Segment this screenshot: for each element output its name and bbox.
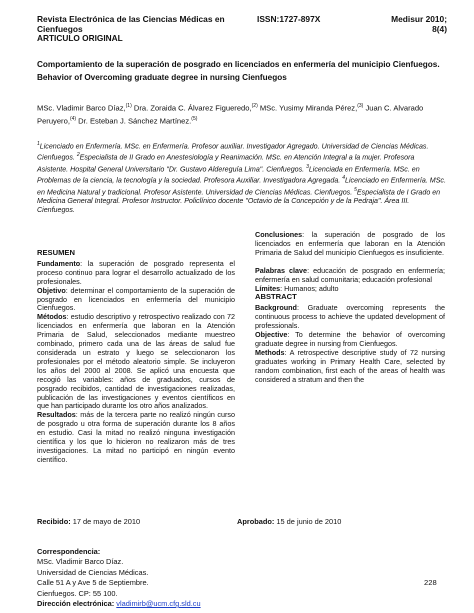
title-spanish: Comportamiento de la superación de posgrado en licenciados en enfermería del municipio Cienfuegos. xyxy=(37,60,440,69)
limites-label: Límites xyxy=(255,283,281,293)
correspondence-heading xyxy=(37,547,297,557)
author-ref: (4) xyxy=(69,116,77,123)
limites-text: : Humanos; adulto xyxy=(280,283,339,293)
metodos-label: Métodos xyxy=(37,312,67,322)
objective-label: Objective xyxy=(255,330,288,340)
resultados-text: : más de la tercera parte no realizó ningún curso de posgrado u otra forma de superación durante los 8 años en estudio. Casi la mitad no realizó ninguna investigación científica y los que lo hicieron no realizaron más de tres investigaciones. La mitad no participó en ningún evento científico. xyxy=(37,410,235,464)
metodos-text: : estudio descriptivo y retrospectivo realizado con 72 licenciados en enfermería que laboran en la Atención Primaria de Salud, seleccionados mediante muestreo combinado, primero cada una de las áreas de salud fue considerada un estrato y luego se seleccionaron los profesionales por el método aleatorio simple. Se incluyeron los años del 2000 al 2008. Se aplicó una encuesta que recogió las variables: años de graduados, cursos de posgrado recibidos, cantidad de investigaciones realizadas, publicación de las investigaciones y eventos científicos en que han participado durante los otro años analizados. xyxy=(37,312,235,411)
journal-name: Revista Electrónica de las Ciencias Médicas en Cienfuegos xyxy=(37,14,225,34)
author-ref: (1) xyxy=(125,103,132,109)
approved-date xyxy=(237,517,341,526)
conclusiones-text: : la superación de posgrado de los licenciados en enfermería que laboran en la Atención Primaria de Salud del municipio Cienfuegos es insuficiente. xyxy=(255,230,445,257)
conclusiones-paragraph xyxy=(255,231,445,258)
affiliations xyxy=(37,140,447,215)
affiliation-text: Especialista de I Grado en Medicina General Integral. Profesor Instructor. Policlínico docente "Octavio de la Concepción y de la Pedraja". Área III. Cienfuegos. xyxy=(37,188,441,215)
correspondence-heading-text: Correspondencia: xyxy=(37,547,101,556)
author-ref: (5) xyxy=(191,116,198,123)
correspondence-line: Universidad de Ciencias Médicas. xyxy=(37,567,149,577)
fundamento-text: : la superación de posgrado representa el proceso continuo para lograr el desarrollo actualizado de los profesionales. xyxy=(37,258,235,286)
methods-paragraph xyxy=(255,349,445,385)
running-header xyxy=(37,14,447,34)
affiliation-ref: 5 xyxy=(354,186,357,193)
conclusiones-label: Conclusiones xyxy=(255,230,303,239)
title-english: Behavior of Overcoming graduate degree in nursing Cienfuegos xyxy=(37,73,287,82)
resumen-column xyxy=(37,249,235,465)
methods-label: Methods xyxy=(255,347,285,357)
correspondence xyxy=(37,547,297,609)
author-name: Juan C. Alvarado Peruyero, xyxy=(37,103,424,126)
background-paragraph xyxy=(255,304,445,331)
correspondence-line: Cienfuegos. CP: 55 100. xyxy=(37,588,118,598)
author-name: Dr. Esteban J. Sánchez Martínez. xyxy=(76,116,192,126)
objetivo-label: Objetivo xyxy=(37,285,66,295)
methods-text: : A retrospective descriptive study of 72 nursing graduates working in Primary Health Care, selected by random combination, first each of the areas of health was considered a stratum and then the xyxy=(255,347,445,384)
resumen-heading: RESUMEN xyxy=(37,248,75,257)
author-ref: (3) xyxy=(357,103,364,109)
correspondence-line: MSc. Vladimir Barco Díaz. xyxy=(37,557,124,567)
approved-label: Aprobado: xyxy=(237,517,275,526)
fundamento-paragraph xyxy=(37,260,235,287)
affiliation-text: Especialista de II Grado en Anestesiología y Reanimación. MSc. en Atención Integral a la mujer. Profesora Asistente. Hospital General Universitario "Dr. Gustavo Aldereguía Lima". Cienfuegos. xyxy=(37,153,415,174)
background-text: : Graduate overcoming represents the continuous process to achieve the updated development of professionals. xyxy=(255,303,445,331)
issn: ISSN:1727-897X xyxy=(257,14,321,24)
abstract-heading: ABSTRACT xyxy=(255,292,297,302)
received-date xyxy=(37,517,140,526)
email-line xyxy=(37,599,297,609)
resultados-label: Resultados xyxy=(37,410,76,420)
article-type: ARTICULO ORIGINAL xyxy=(37,33,123,43)
approved-value: 15 de junio de 2010 xyxy=(274,517,342,526)
issue-info: Medisur 2010; 8(4) xyxy=(391,14,447,34)
email-link[interactable]: vladimirb@ucm.cfg.sld.cu xyxy=(116,599,201,609)
affiliation-ref: 1 xyxy=(37,141,40,147)
affiliation-text: Licenciada en Enfermería. MSc. en Problemas de la ciencia, la tecnología y la sociedad. Profesora Auxiliar. Investigadora Agregada. xyxy=(37,165,420,185)
objetivo-paragraph xyxy=(37,287,235,314)
received-value: 17 de mayo de 2010 xyxy=(70,517,141,526)
author-ref: (2) xyxy=(251,103,258,109)
resultados-paragraph xyxy=(37,411,235,464)
correspondence-line: Calle 51 A y Ave 5 de Septiembre. xyxy=(37,578,149,588)
affiliation-ref: 2 xyxy=(76,152,80,159)
metodos-paragraph xyxy=(37,313,235,411)
palabras-clave-label: Palabras clave xyxy=(255,265,308,275)
objective-paragraph xyxy=(255,331,445,349)
affiliation-ref: 3 xyxy=(306,163,309,170)
author-name: MSc. Yusimy Miranda Pérez, xyxy=(257,103,358,113)
fundamento-label: Fundamento xyxy=(37,258,81,268)
abstract-column xyxy=(255,231,445,385)
affiliation-ref: 4 xyxy=(342,175,345,182)
received-label: Recibido: xyxy=(37,517,71,526)
affiliation-text: Licenciado en Enfermería. MSc. en Medicina Natural y tradicional. Profesor Asistente. Universidad de Ciencias Médicas. Cienfuegos. xyxy=(37,176,446,197)
email-label: Dirección electrónica: xyxy=(37,599,115,609)
affiliation-text: Licenciado en Enfermería. MSc. en Enfermería. Profesor auxiliar. Investigador Agregado. Universidad de Ciencias Médicas. Cienfuegos. xyxy=(37,142,429,162)
page-number: 228 xyxy=(424,578,437,587)
objective-text: : To determine the behavior of overcoming graduate degree in nursing from Cienfuegos. xyxy=(255,330,445,348)
palabras-clave-paragraph xyxy=(255,267,445,285)
author-name: Dra. Zoraida C. Álvarez Figueredo, xyxy=(131,103,252,113)
objetivo-text: : determinar el comportamiento de la superación de posgrado en licenciados en enfermería del municipio Cienfuegos. xyxy=(37,285,235,313)
background-label: Background xyxy=(255,303,297,313)
author-list xyxy=(37,101,447,127)
author-name: MSc. Vladimir Barco Díaz, xyxy=(37,103,126,113)
palabras-clave-text: : educación de posgrado en enfermería; enfermería en salud comunitaria; educación profesional xyxy=(255,265,446,284)
